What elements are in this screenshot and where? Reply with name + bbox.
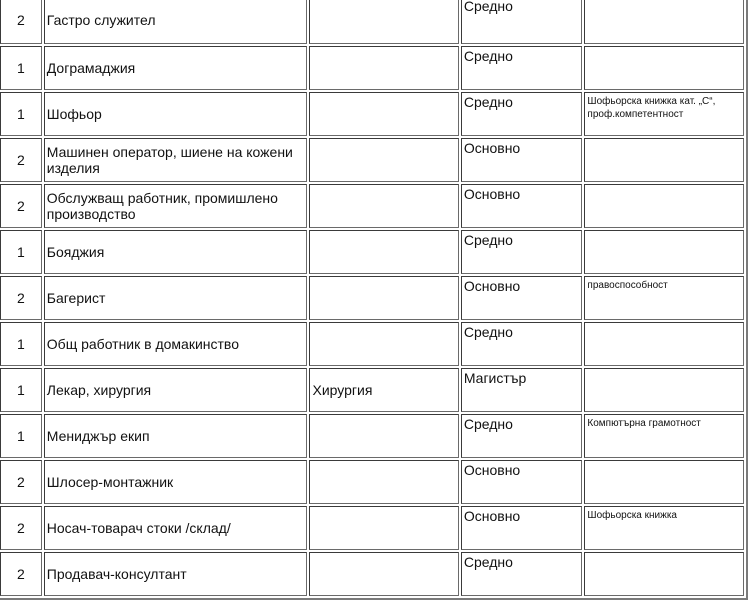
table-row: [0, 92, 744, 136]
vacancy-count-cell: 1: [0, 322, 42, 366]
vacancy-count-cell: 2: [0, 184, 42, 228]
table-row: [0, 368, 744, 412]
position-cell: Машинен оператор, шиене на кожени изделия: [44, 138, 308, 182]
vacancy-count-cell: 1: [0, 46, 42, 90]
vacancy-count-cell: 2: [0, 276, 42, 320]
position-cell: Обслужващ работник, промишлено производство: [44, 184, 308, 228]
requirements-cell: [584, 184, 744, 228]
requirements-cell: [584, 230, 744, 274]
table-row: [0, 322, 744, 366]
education-cell: Основно: [461, 460, 583, 504]
education-cell: Средно: [461, 414, 583, 458]
education-cell: Основно: [461, 506, 583, 550]
specialty-cell: [309, 276, 458, 320]
specialty-cell: [309, 138, 458, 182]
vacancy-count-cell: 2: [0, 506, 42, 550]
vacancy-count-cell: 1: [0, 368, 42, 412]
table-row: [0, 414, 744, 458]
table-row: [0, 552, 744, 596]
education-cell: Средно: [461, 230, 583, 274]
table-row: [0, 460, 744, 504]
position-cell: Носач-товарач стоки /склад/: [44, 506, 308, 550]
requirements-cell: [584, 552, 744, 596]
education-cell: Средно: [461, 46, 583, 90]
vacancy-count-cell: 2: [0, 552, 42, 596]
position-cell: Багерист: [44, 276, 308, 320]
requirements-cell: [584, 0, 744, 44]
requirements-cell: Шофьорска книжка кат. „С“, проф.компетентност: [584, 92, 744, 136]
position-cell: Шофьор: [44, 92, 308, 136]
position-cell: Мениджър екип: [44, 414, 308, 458]
position-cell: Продавач-консултант: [44, 552, 308, 596]
education-cell: Основно: [461, 276, 583, 320]
table-row: [0, 506, 744, 550]
specialty-cell: [309, 552, 458, 596]
position-cell: Гастро служител: [44, 0, 308, 44]
table-row: [0, 276, 744, 320]
requirements-cell: [584, 368, 744, 412]
education-cell: Магистър: [461, 368, 583, 412]
requirements-cell: [584, 322, 744, 366]
specialty-cell: [309, 230, 458, 274]
specialty-cell: [309, 46, 458, 90]
table-row: [0, 0, 744, 44]
specialty-cell: [309, 322, 458, 366]
vacancy-count-cell: 2: [0, 0, 42, 44]
specialty-cell: [309, 0, 458, 44]
education-cell: Основно: [461, 184, 583, 228]
education-cell: Средно: [461, 322, 583, 366]
position-cell: Лекар, хирургия: [44, 368, 308, 412]
vacancy-count-cell: 2: [0, 460, 42, 504]
education-cell: Средно: [461, 0, 583, 44]
table-row: [0, 138, 744, 182]
requirements-cell: Компютърна грамотност: [584, 414, 744, 458]
position-cell: Бояджия: [44, 230, 308, 274]
vacancy-count-cell: 1: [0, 230, 42, 274]
education-cell: Средно: [461, 552, 583, 596]
vacancy-count-cell: 2: [0, 138, 42, 182]
vacancy-count-cell: 1: [0, 414, 42, 458]
requirements-cell: [584, 138, 744, 182]
specialty-cell: [309, 460, 458, 504]
position-cell: Дограмаджия: [44, 46, 308, 90]
specialty-cell: [309, 414, 458, 458]
requirements-cell: правоспособност: [584, 276, 744, 320]
education-cell: Средно: [461, 92, 583, 136]
position-cell: Общ работник в домакинство: [44, 322, 308, 366]
table-row: [0, 184, 744, 228]
requirements-cell: Шофьорска книжка: [584, 506, 744, 550]
table-row: [0, 46, 744, 90]
table-row: [0, 230, 744, 274]
vacancy-count-cell: 1: [0, 92, 42, 136]
specialty-cell: [309, 92, 458, 136]
position-cell: Шлосер-монтажник: [44, 460, 308, 504]
specialty-cell: [309, 184, 458, 228]
specialty-cell: Хирургия: [309, 368, 458, 412]
requirements-cell: [584, 46, 744, 90]
requirements-cell: [584, 460, 744, 504]
specialty-cell: [309, 506, 458, 550]
education-cell: Основно: [461, 138, 583, 182]
